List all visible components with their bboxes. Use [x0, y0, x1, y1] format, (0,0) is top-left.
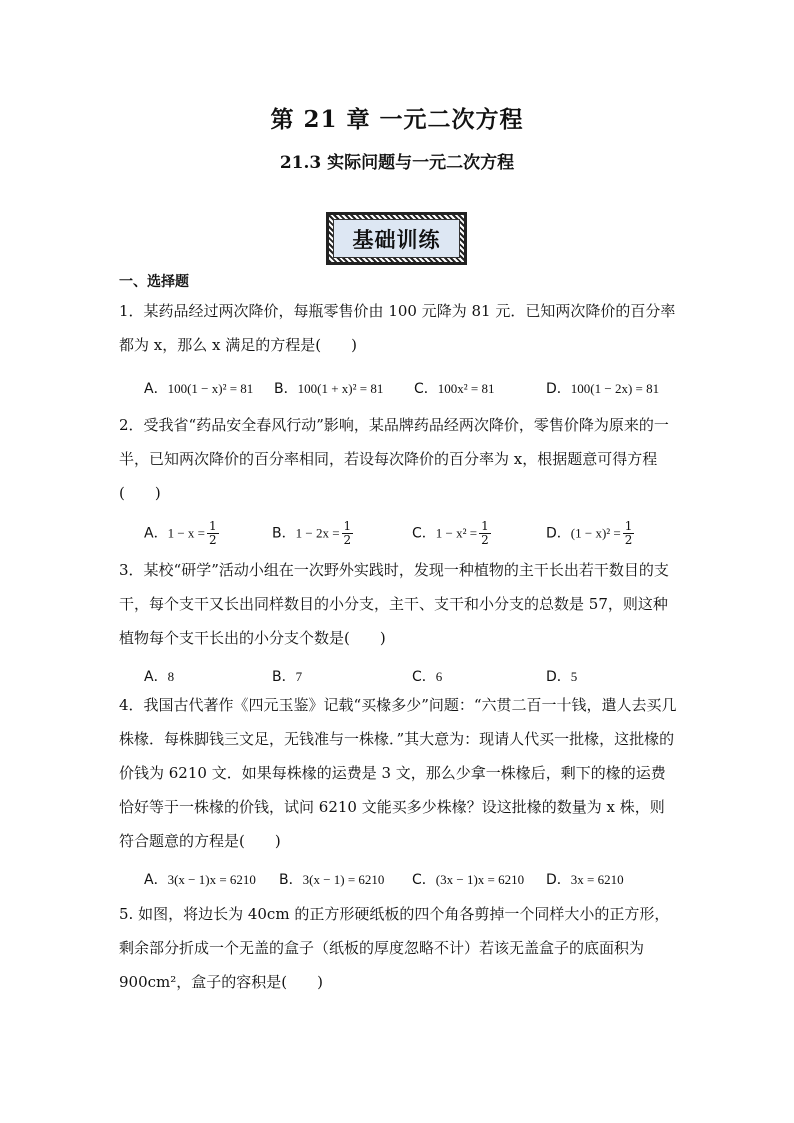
- q3-option-c: C．6: [412, 669, 443, 685]
- question-2-options: [144, 519, 684, 547]
- q2-option-b: B．1 − 2x = $\frac{1}{2}$: [272, 519, 352, 547]
- question-1-stem: 1．某药品经过两次降价，每瓶零售价由 100 元降为 81 元．已知两次降价的百分率都为 x，那么 x 满足的方程是( ): [119, 302, 676, 354]
- question-3-options: [144, 666, 684, 690]
- q4-option-c: C．(3x − 1)x = 6210: [412, 872, 525, 888]
- fraction: $\frac{1}{2}$: [624, 519, 633, 547]
- q2-option-a: A．1 − x = $\frac{1}{2}$: [144, 519, 217, 547]
- section-subtitle: 21.3 实际问题与一元二次方程: [279, 153, 515, 173]
- q3-option-b: B．7: [272, 669, 303, 685]
- section-heading: 一、选择题: [119, 274, 189, 290]
- question-4-options: [144, 869, 684, 893]
- q2-option-c: C．1 − x² = $\frac{1}{2}$: [412, 519, 489, 547]
- question-4-stem: 4．我国古代著作《四元玉鉴》记载“买椽多少”问题：“六贯二百一十钱，遣人去买几株椽．每株脚钱三文足，无钱准与一株椽．”其大意为：现请人代买一批椽，这批椽的价钱为 6210 文．如果每株椽的运费是 3 文，那么少拿一株椽后，剩下的椽的运费恰好等于一株椽的价钱，试问 6210 文能买多少株椽？设这批椽的数量为 x 株，则符合题意的方程是( ): [119, 696, 677, 850]
- exercise-badge: [326, 212, 467, 265]
- q1-option-c: C．100x² = 81: [414, 381, 495, 397]
- q3-option-a: A．8: [144, 669, 175, 685]
- q2-option-d: D．(1 − x)² = $\frac{1}{2}$: [546, 519, 633, 547]
- question-3-stem: 3．某校“研学”活动小组在一次野外实践时，发现一种植物的主干长出若干数目的支干，每个支干又长出同样数目的小分支，主干、支干和小分支的总数是 57，则这种植物每个支干长出的小分支个数是( ): [119, 561, 669, 647]
- chapter-title: 第 21 章 一元二次方程: [270, 106, 524, 133]
- question-2-stem: 2．受我省“药品安全春风行动”影响，某品牌药品经两次降价，零售价降为原来的一半，已知两次降价的百分率相同，若设每次降价的百分率为 x，根据题意可得方程( ): [119, 416, 669, 502]
- q4-option-a: A．3(x − 1)x = 6210: [144, 872, 256, 888]
- q1-option-d: D．100(1 − 2x) = 81: [546, 381, 660, 397]
- fraction: $\frac{1}{2}$: [209, 519, 217, 547]
- q4-option-b: B．3(x − 1) = 6210: [279, 872, 385, 888]
- exercise-badge-label: 基础训练: [333, 219, 460, 258]
- q1-option-a: A．100(1 − x)² = 81: [144, 381, 254, 397]
- q4-option-d: D．3x = 6210: [546, 872, 624, 888]
- q1-option-b: B．100(1 + x)² = 81: [274, 381, 384, 397]
- fraction: $\frac{1}{2}$: [343, 519, 352, 547]
- fraction: $\frac{1}{2}$: [481, 519, 489, 547]
- question-1-options: [144, 378, 684, 402]
- question-5-stem: 5. 如图，将边长为 40cm 的正方形硬纸板的四个角各剪掉一个同样大小的正方形，剩余部分折成一个无盖的盒子（纸板的厚度忽略不计）若该无盖盒子的底面积为 900cm²，盒子的容积是( ): [119, 905, 670, 991]
- q3-option-d: D．5: [546, 669, 578, 685]
